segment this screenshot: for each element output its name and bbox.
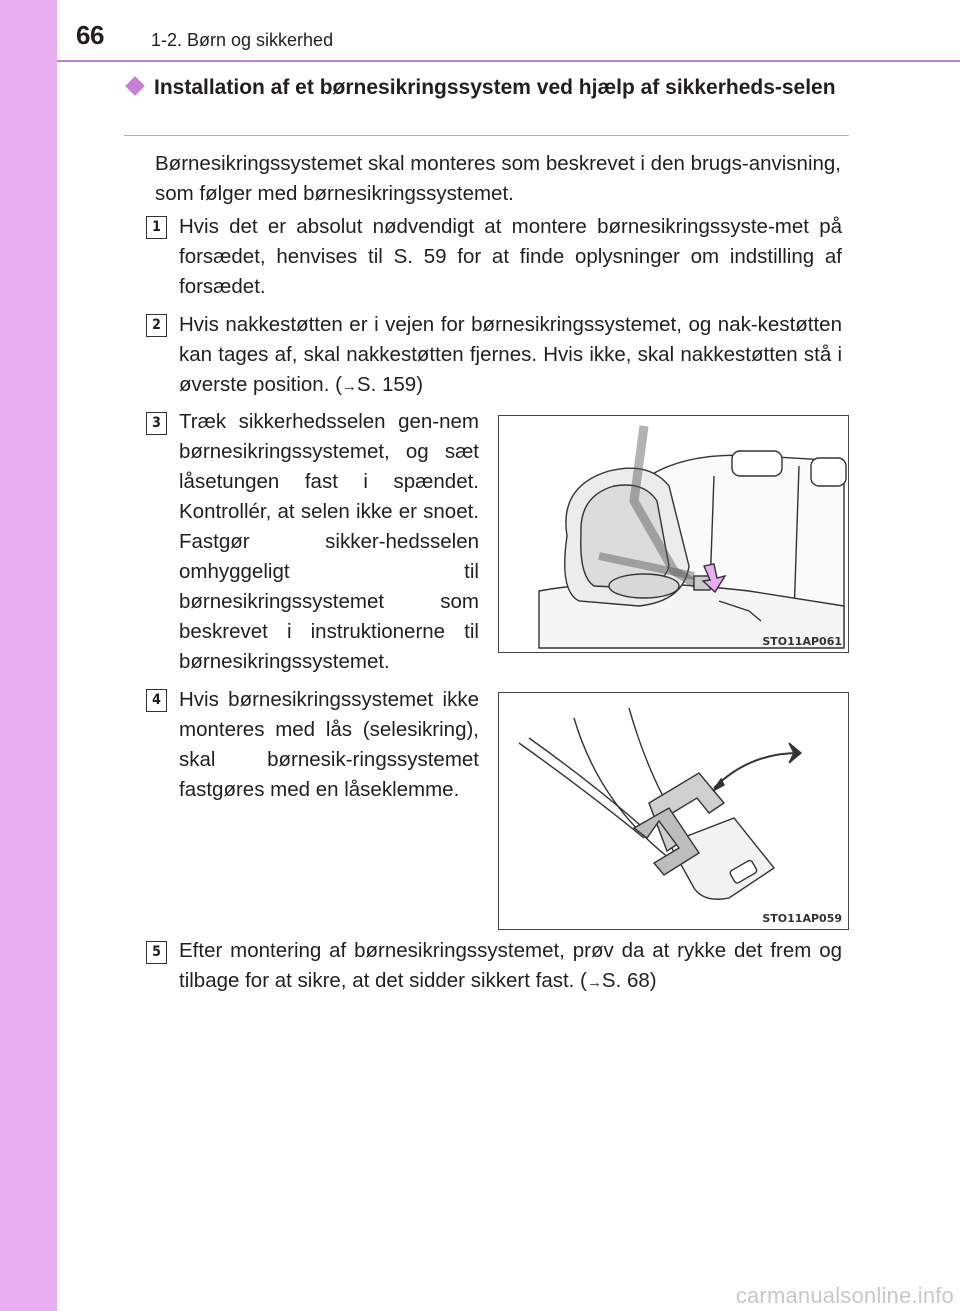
intro-paragraph: Børnesikringssystemet skal monteres som beskrevet i den brugs-anvisning, som følger med børnesikringssystemet. bbox=[155, 152, 841, 205]
step-5-text-main: Efter montering af børnesikringssystemet, prøv da at rykke det frem og tilbage for at sikre, at det sidder sikkert fast. ( bbox=[179, 939, 842, 992]
arrow-right-icon: → bbox=[341, 378, 357, 395]
chapter-title: 1-2. Børn og sikkerhed bbox=[151, 30, 334, 50]
header-divider bbox=[57, 60, 960, 62]
step-5-text bbox=[179, 936, 842, 998]
arrow-right-icon: → bbox=[586, 974, 602, 991]
step-1-text: Hvis det er absolut nødvendigt at montere børnesikringssyste-met på forsædet, henvises til S. 59 for at finde oplysninger om indstilling af forsædet. bbox=[179, 215, 842, 298]
watermark: carmanualsonline.info bbox=[735, 1283, 954, 1308]
diamond-bullet-icon bbox=[125, 76, 145, 96]
locking-clip-illustration bbox=[498, 692, 849, 930]
section-title: Installation af et børnesikringssystem ved hjælp af sikkerheds-selen bbox=[154, 76, 836, 99]
step-5-number: 5 bbox=[146, 941, 167, 964]
figure-code: STO11AP059 bbox=[762, 912, 842, 925]
page-ref-link[interactable]: S. 68) bbox=[601, 969, 657, 992]
step-2-text bbox=[179, 310, 842, 402]
locking-clip-drawing bbox=[499, 693, 847, 928]
page-number: 66 bbox=[76, 20, 104, 50]
section-divider bbox=[124, 135, 849, 136]
step-3-text: Træk sikkerhedsselen gen-nem børnesikringssystemet, og sæt låsetungen fast i spændet. Kontrollér, at selen ikke er snoet. Fastgør sikker-hedsselen omhyggeligt til børnesikringssystemet som beskrevet i instruktionerne til børnesikringssystemet. bbox=[179, 410, 479, 673]
step-4-number: 4 bbox=[146, 689, 167, 712]
step-3-number: 3 bbox=[146, 412, 167, 435]
child-seat-drawing bbox=[499, 416, 847, 651]
figure-code: STO11AP061 bbox=[762, 635, 842, 648]
page-sidebar bbox=[0, 0, 57, 1311]
child-seat-illustration bbox=[498, 415, 849, 653]
step-2-number: 2 bbox=[146, 314, 167, 337]
step-2-text-main: Hvis nakkestøtten er i vejen for børnesikringssystemet, og nak-kestøtten kan tages af, skal nakkestøtten fjernes. Hvis ikke, skal nakkestøtten stå i øverste position. ( bbox=[179, 313, 842, 396]
step-4-text: Hvis børnesikringssystemet ikke monteres med lås (selesikring), skal børnesik-ringssystemet fastgøres med en låseklemme. bbox=[179, 688, 479, 801]
step-1-number: 1 bbox=[146, 216, 167, 239]
page-ref-link[interactable]: S. 159) bbox=[356, 373, 424, 396]
